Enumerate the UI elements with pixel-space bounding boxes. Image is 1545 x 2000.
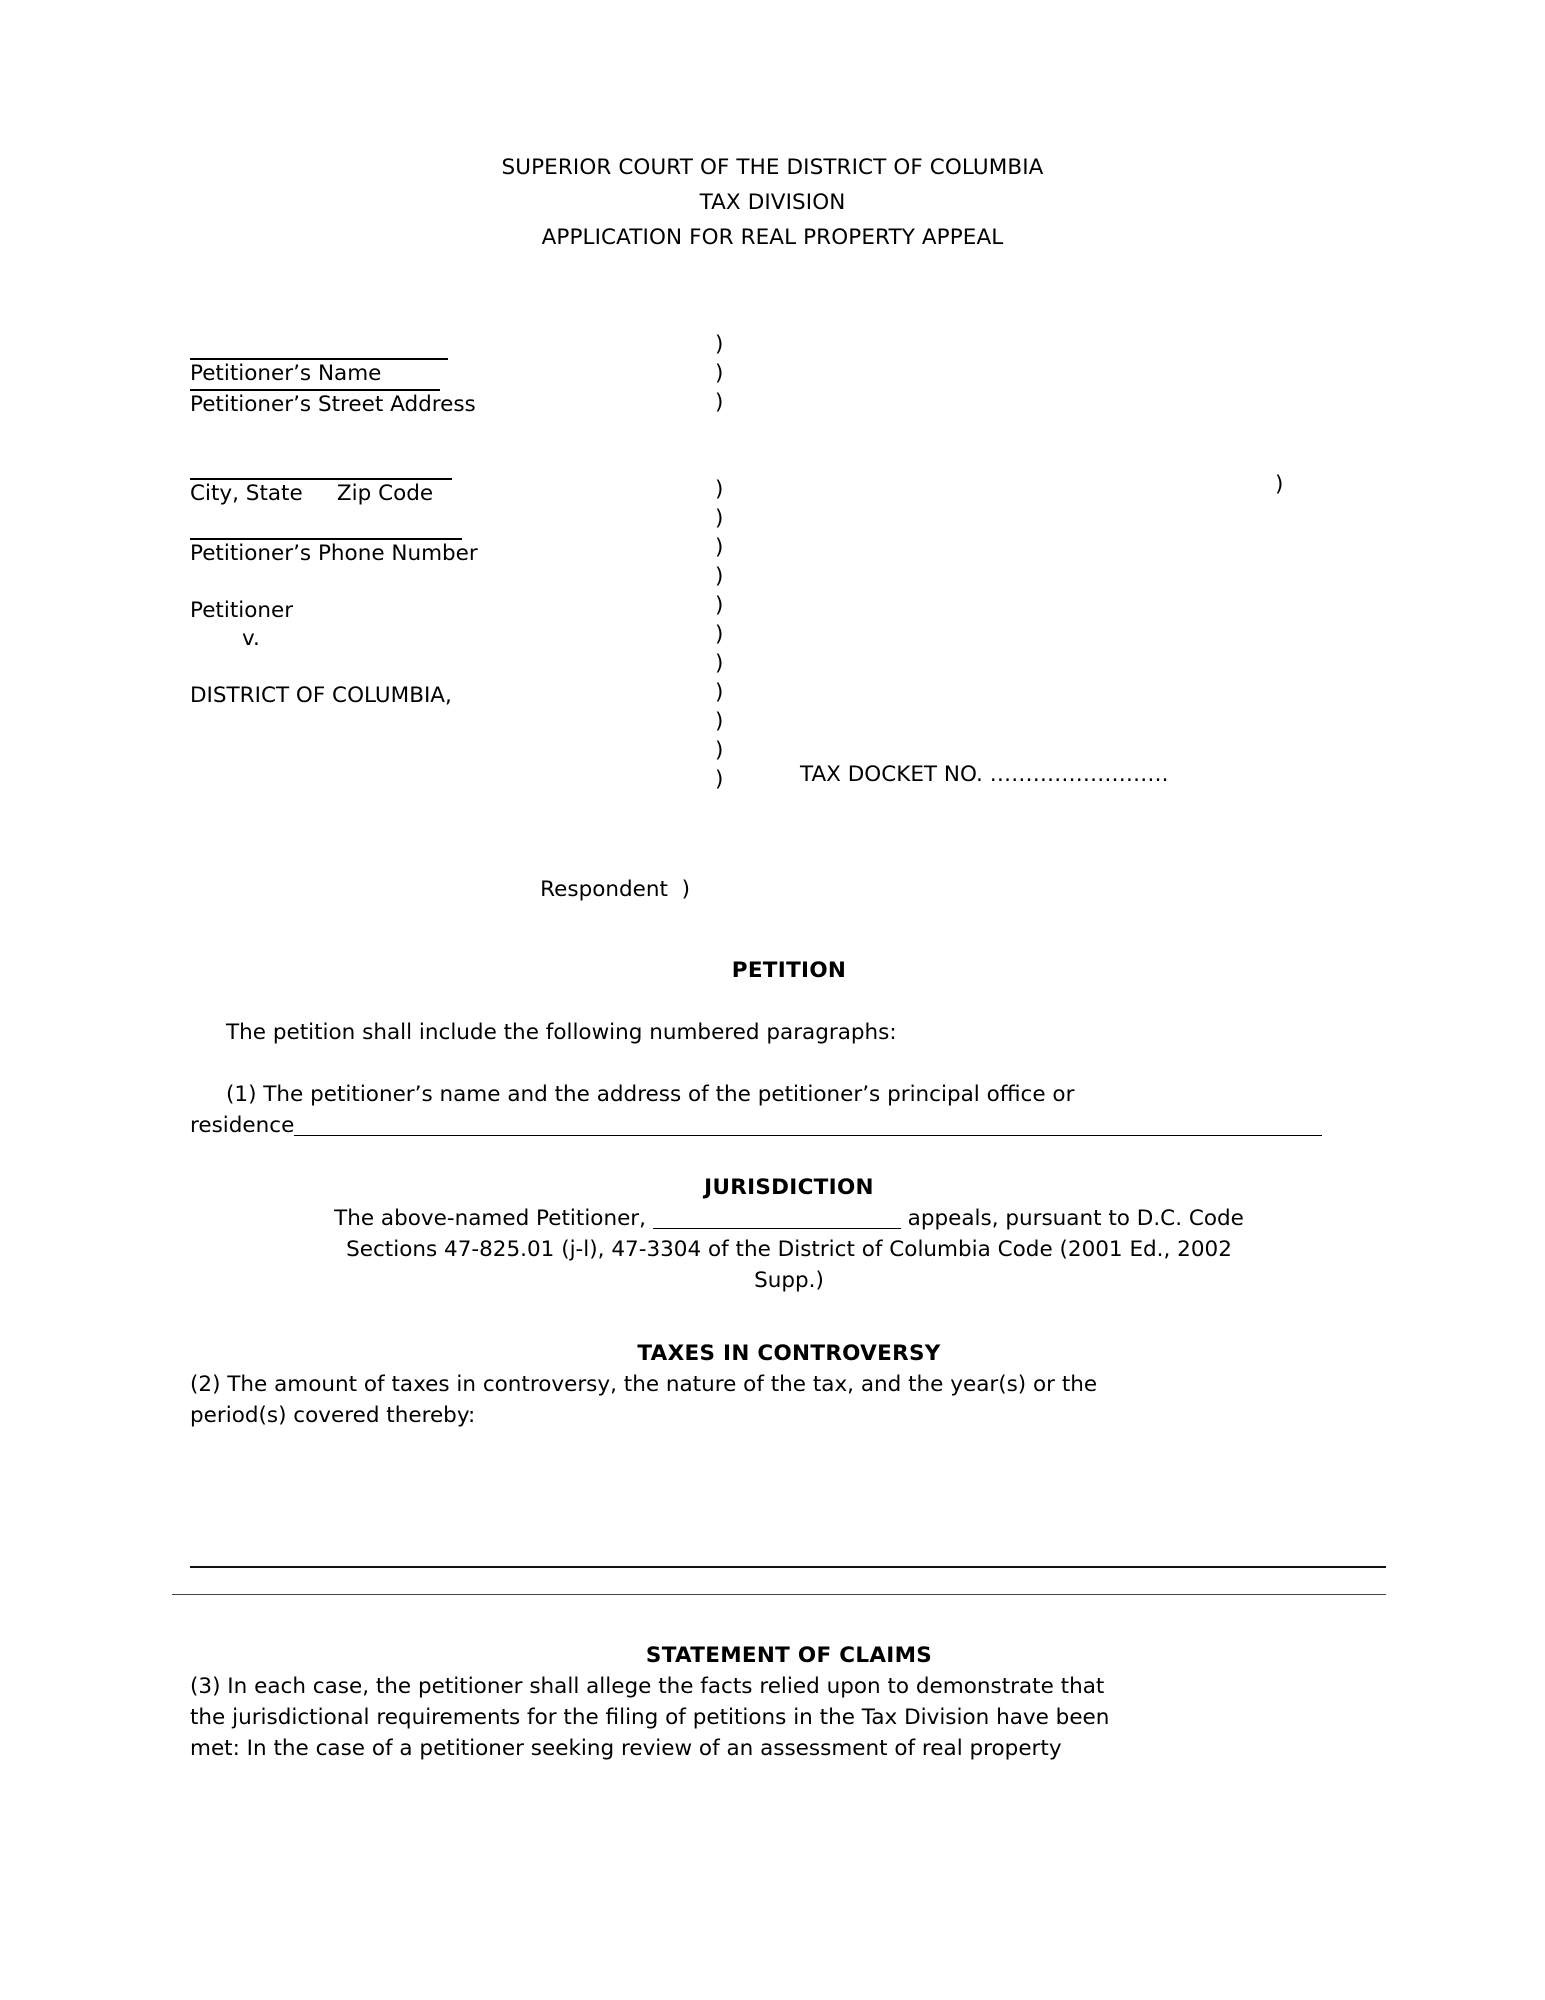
caption-paren: ) [715,535,724,560]
spacer [190,1296,1388,1338]
caption-paren: ) [715,477,724,502]
jurisdiction-text [190,1203,1388,1296]
caption-paren: ) [715,390,724,415]
answer-rule-lower[interactable] [172,1594,1386,1595]
taxes-item-2-line-1: (2) The amount of taxes in controversy, the nature of the tax, and the year(s) or the [190,1372,1098,1397]
tax-docket-number-line[interactable]: TAX DOCKET NO. ……………………. [800,762,1169,787]
petition-item-1-text: (1) The petitioner’s name and the address of the petitioner’s principal office or [226,1082,1075,1107]
petition-item-1-continuation [190,1110,1388,1141]
respondent-party-label: DISTRICT OF COLUMBIA, [190,683,452,708]
petitioner-name-inline-fill[interactable] [653,1208,901,1229]
court-name-line: SUPERIOR COURT OF THE DISTRICT OF COLUMBIA [501,155,1044,180]
caption-paren: ) [715,738,724,763]
phone-label: Petitioner’s Phone Number [190,541,478,566]
jurisdiction-line-3: Supp.) [754,1268,824,1293]
document-header [0,150,1545,255]
respondent-designation: Respondent ) [540,877,690,902]
jurisdiction-line-2: Sections 47-825.01 (j-l), 47-3304 of the District of Columbia Code (2001 Ed., 2002 [346,1237,1232,1262]
caption-paren-column [715,330,755,794]
caption-paren: ) [715,767,724,792]
document-body [190,955,1388,1431]
caption-paren: ) [715,651,724,676]
stray-paren-artifact: ) [1275,472,1284,497]
caption-paren: ) [715,622,724,647]
residence-label: residence [190,1113,295,1138]
spacer [190,1048,1388,1079]
petitioner-party-label: Petitioner [190,598,294,623]
caption-paren: ) [715,332,724,357]
answer-rule-upper[interactable] [190,1566,1386,1568]
caption-paren: ) [715,680,724,705]
claims-item-3-line-1: (3) In each case, the petitioner shall allege the facts relied upon to demonstrate that [190,1674,1105,1699]
caption-paren: ) [715,709,724,734]
caption-paren: ) [715,506,724,531]
jurisdiction-text-pre: The above-named Petitioner, [334,1206,653,1231]
form-title-line: APPLICATION FOR REAL PROPERTY APPEAL [541,225,1004,250]
petition-intro-text: The petition shall include the following numbered paragraphs: [226,1020,897,1045]
caption-paren: ) [715,564,724,589]
heading-taxes-in-controversy: TAXES IN CONTROVERSY [637,1341,941,1366]
taxes-item-2-line-2: period(s) covered thereby: [190,1403,476,1428]
jurisdiction-text-mid: appeals, pursuant to D.C. Code [900,1206,1244,1231]
spacer [190,986,1388,1017]
street-address-label: Petitioner’s Street Address [190,392,476,417]
statement-of-claims-block [190,1640,1388,1764]
caption-paren: ) [715,361,724,386]
caption-paren: ) [715,593,724,618]
claims-item-3-line-2: the jurisdictional requirements for the filing of petitions in the Tax Division have been [190,1705,1110,1730]
heading-jurisdiction: JURISDICTION [704,1175,874,1200]
heading-petition: PETITION [731,958,847,983]
claims-item-3-line-3: met: In the case of a petitioner seeking review of an assessment of real property [190,1736,1062,1761]
petitioner-name-label: Petitioner’s Name [190,361,382,386]
heading-statement-of-claims: STATEMENT OF CLAIMS [645,1643,933,1668]
caption-left-column [190,330,690,710]
versus-label: v. [242,626,260,651]
spacer [190,1141,1388,1172]
division-line: TAX DIVISION [699,190,846,215]
jurisdiction-line-1 [190,1203,1388,1234]
city-state-zip-label: City, State Zip Code [190,481,434,506]
residence-fill-line[interactable] [294,1115,1322,1136]
